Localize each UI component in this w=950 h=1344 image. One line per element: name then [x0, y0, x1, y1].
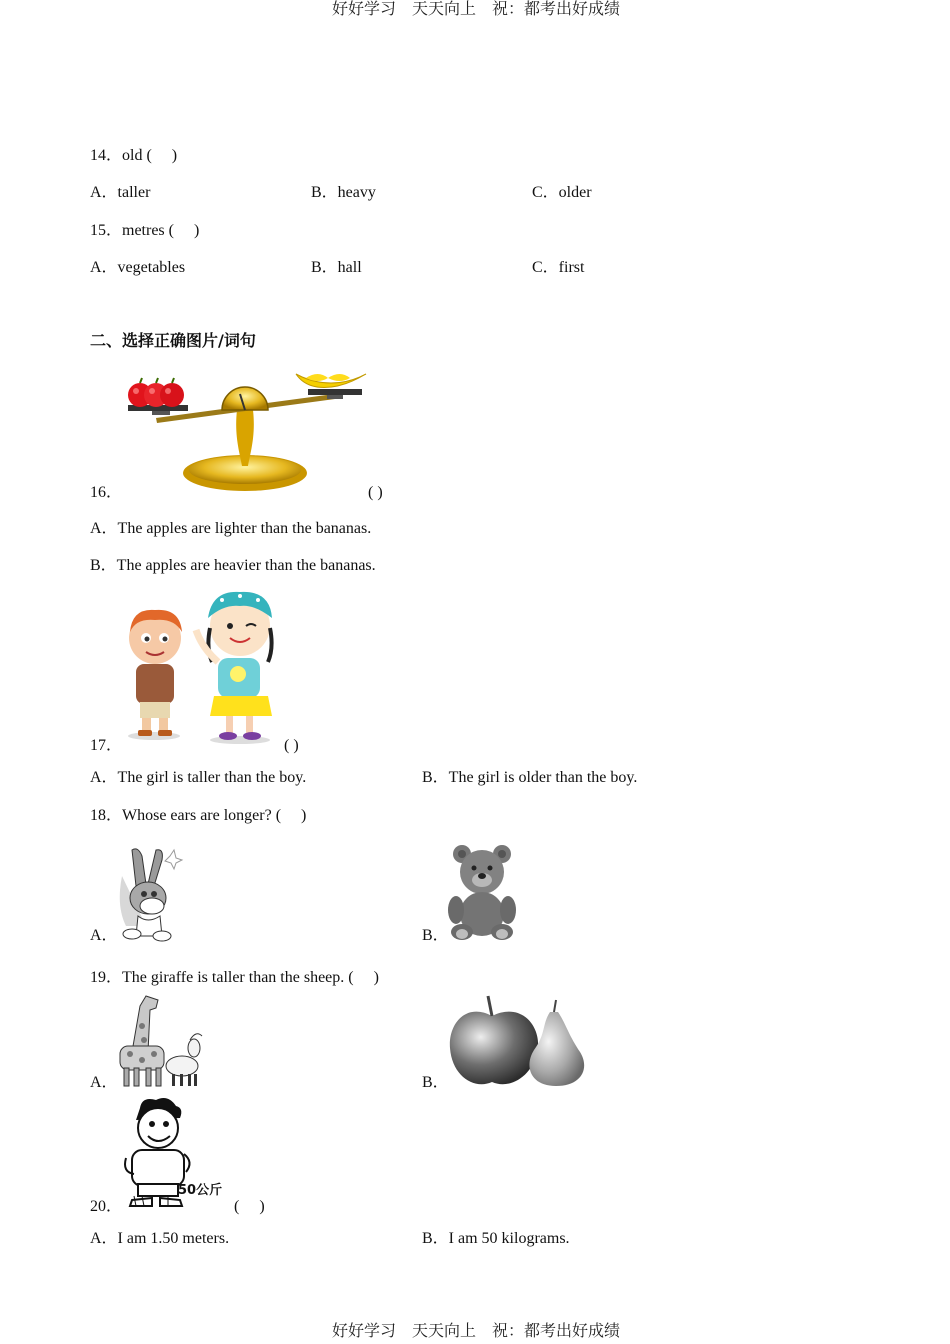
question-16-option-a: A．The apples are lighter than the bananas. [90, 520, 372, 537]
page-footer: 好好学习 天天向上 祝：都考出好成绩 [332, 1321, 621, 1340]
question-14-option-a: A．taller [90, 184, 151, 201]
question-17-answer-blank: ( ) [284, 737, 299, 754]
question-19-stem: 19．The giraffe is taller than the sheep. ( ) [90, 969, 379, 986]
question-18-stem: 18．Whose ears are longer? ( ) [90, 807, 307, 824]
weight-label: 50公斤 [178, 1183, 223, 1198]
rabbit-icon [116, 846, 180, 942]
question-14-option-c: C．older [532, 184, 592, 201]
page-header: 好好学习 天天向上 祝：都考出好成绩 [332, 0, 621, 18]
question-15-stem: 15．metres ( ) [90, 222, 200, 239]
question-18-option-b-label: B． [422, 927, 449, 944]
question-20-answer-blank: ( ) [234, 1198, 265, 1215]
question-16-answer-blank: ( ) [368, 484, 383, 501]
question-16-option-b: B．The apples are heavier than the bananas. [90, 557, 376, 574]
boy-and-girl-icon [122, 588, 282, 746]
question-19-option-b-label: B． [422, 1074, 449, 1091]
question-16-number: 16． [90, 484, 123, 501]
question-17-number: 17． [90, 737, 123, 754]
apple-and-pear-icon [446, 994, 590, 1090]
giraffe-and-sheep-icon [116, 996, 204, 1090]
question-20-option-b: B．I am 50 kilograms. [422, 1230, 570, 1247]
question-17-option-a: A．The girl is taller than the boy. [90, 769, 307, 786]
question-17-option-b: B．The girl is older than the boy. [422, 769, 638, 786]
question-19-option-a-label: A． [90, 1074, 118, 1091]
question-15-option-a: A．vegetables [90, 259, 186, 276]
balance-scale-apples-bananas-icon [122, 366, 370, 496]
question-20-option-a: A．I am 1.50 meters. [90, 1230, 230, 1247]
question-20-number: 20． [90, 1198, 123, 1215]
question-18-option-a-label: A． [90, 927, 118, 944]
teddy-bear-icon [446, 842, 518, 942]
question-15-option-b: B．hall [311, 259, 362, 276]
section-title: 二、选择正确图片/词句 [90, 331, 256, 350]
question-14-stem: 14．old ( ) [90, 147, 178, 164]
question-15-option-c: C．first [532, 259, 585, 276]
question-14-option-b: B．heavy [311, 184, 376, 201]
